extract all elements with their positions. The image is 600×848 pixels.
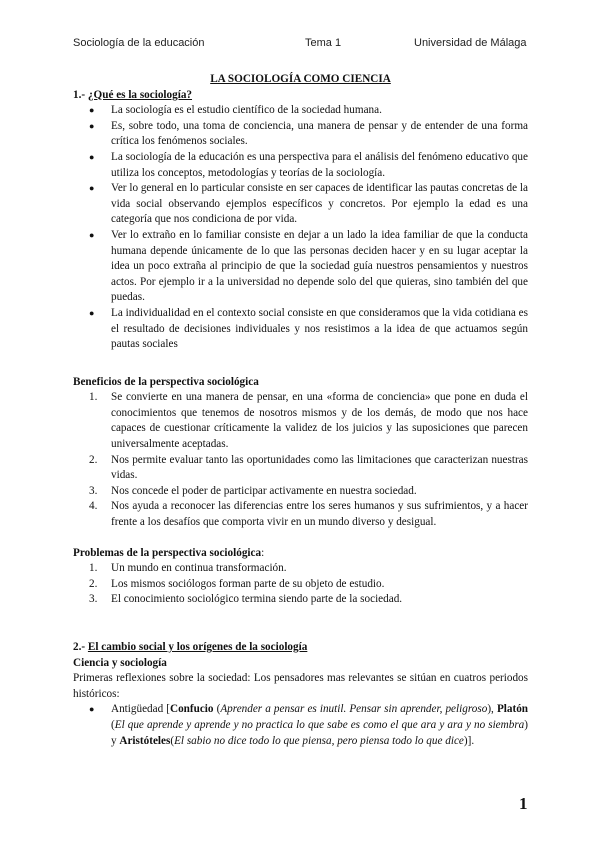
list-item: 1. Se convierte en una manera de pensar, en una «forma de conciencia» que pone en duda el conocimientos que tenemos de nosotros mismos y de los demás, de modo que nos hace capaces de cuestionar críticamente la validez de los juicios y las suposiciones que parecen universalmente aceptadas.: [89, 391, 528, 451]
list-item: 3. Nos concede el poder de participar activamente en nuestra sociedad.: [89, 484, 417, 497]
bullet-icon: ●: [89, 151, 95, 162]
section-2-list: [73, 702, 528, 749]
list-item: ● Es, sobre todo, una toma de conciencia, una manera de pensar y de entender de una forma crítica los fenómenos sociales.: [89, 119, 528, 148]
problemas-heading: Problemas de la perspectiva sociológica:: [73, 546, 265, 559]
list-item: 2. Nos permite evaluar tanto las oportunidades como las limitaciones que caracterizan nuestras vidas.: [89, 453, 528, 482]
subsection-heading: Ciencia y sociología: [73, 656, 167, 669]
bullet-icon: ●: [89, 229, 95, 240]
header-university: Universidad de Málaga: [414, 37, 527, 49]
list-item: 1. Un mundo en continua transformación.: [89, 562, 287, 575]
document-body: [73, 70, 528, 749]
beneficios-heading: Beneficios de la perspectiva sociológica: [73, 375, 259, 388]
bullet-icon: ●: [89, 183, 95, 194]
list-item: 4. Nos ayuda a reconocer las diferencias entre los seres humanos y sus sufrimientos, y a hacer frente a los desafíos que comporta vivir en un mundo diverso y desigual.: [89, 500, 528, 529]
list-item: ● La sociología de la educación es una perspectiva para el análisis del fenómeno educativo que utiliza los conceptos, metodologías y teorías de la sociología.: [89, 150, 528, 179]
header-topic: Tema 1: [305, 37, 342, 49]
section-1-heading: 1.- ¿Qué es la sociología?: [73, 88, 193, 101]
page-title: LA SOCIOLOGÍA COMO CIENCIA: [210, 73, 391, 85]
list-item: ● La individualidad en el contexto social consiste en que consideramos que la vida cotidiana es el resultado de decisiones individuales y nos resistimos a la idea de que actuamos según pautas sociales: [89, 306, 528, 351]
beneficios-list: [73, 390, 528, 530]
header-course: Sociología de la educación: [73, 37, 205, 49]
section-2-intro: Primeras reflexiones sobre la sociedad: Los pensadores mas relevantes se sitúan en cuatros periodos históricos:: [73, 672, 528, 700]
list-item: ● Ver lo general en lo particular consiste en ser capaces de identificar las pautas concretas de la vida social observando ejemplos específicos y concretos. Por ejemplo la edad es una categoría que nos condiciona de por vida.: [89, 182, 528, 226]
section-1-list: [73, 103, 528, 353]
list-item: ● La sociología es el estudio científico de la sociedad humana.: [73, 103, 528, 119]
bullet-icon: ●: [89, 704, 95, 715]
list-item: 3. El conocimiento sociológico termina siendo parte de la sociedad.: [89, 593, 403, 606]
list-item: ● Antigüedad [Confucio (Aprender a pensar es inutil. Pensar sin aprender, peligroso), Platón (El que aprende y aprende y no practica lo que sabe es como el que ara y ara y no siembra) y Aristóteles(El sabio no dice todo lo que piensa, pero piensa todo lo que dice)].: [89, 703, 529, 747]
section-2-heading: 2.- El cambio social y los orígenes de la sociología: [73, 641, 308, 653]
bullet-icon: ●: [89, 307, 95, 318]
list-item: ● Ver lo extraño en lo familiar consiste en dejar a un lado la idea familiar de que la conducta humana depende únicamente de lo que las personas deciden hacer y en su lugar aceptar la idea un poco extraña al principio de que la sociedad guía nuestros pensamientos y nuestros actos. Por ejemplo ir a la universidad no depende solo del que quieras, sino también del que puedas.: [89, 228, 528, 304]
page-number: 1: [519, 794, 528, 813]
list-item: 2. Los mismos sociólogos forman parte de su objeto de estudio.: [89, 577, 385, 590]
bullet-icon: ●: [89, 120, 95, 131]
problemas-list: [73, 561, 528, 608]
bullet-icon: ●: [89, 105, 95, 116]
